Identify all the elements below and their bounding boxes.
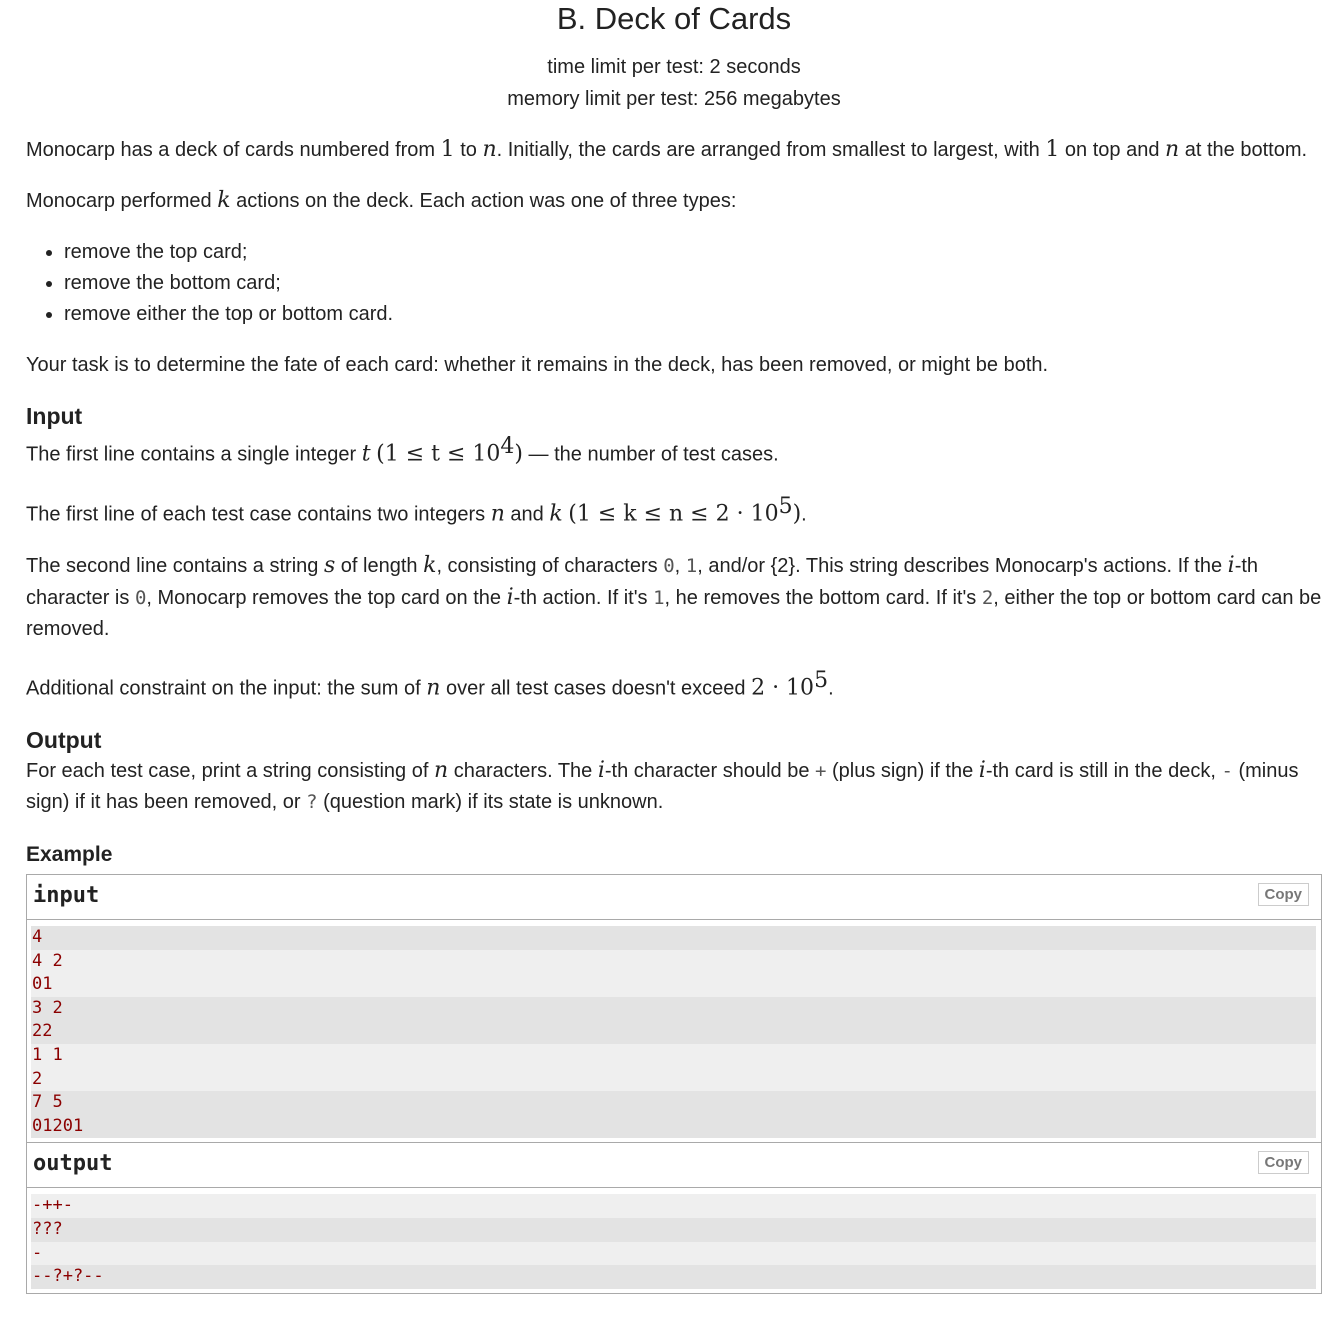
input-paragraph-1: The first line contains a single integer t $(1 \le t \le 10^4)$ — the number of test cases.	[26, 434, 779, 467]
input-label: input	[33, 882, 100, 908]
output-line: -++-	[31, 1194, 1316, 1218]
input-line: 22	[31, 1020, 1316, 1044]
input-block	[27, 920, 1321, 1142]
list-item: • remove the bottom card;	[64, 268, 1322, 299]
output-line: -	[31, 1242, 1316, 1266]
input-line: 3 2	[31, 997, 1316, 1021]
statement-paragraph-1: Monocarp has a deck of cards numbered from 1 to n. Initially, the cards are arranged from smallest to largest, with 1 on top and n at the bottom.	[26, 137, 1308, 162]
list-item: • remove the top card;	[64, 237, 1322, 268]
output-heading: Output	[26, 726, 102, 753]
input-line: 01201	[31, 1115, 1316, 1139]
example-heading: Example	[26, 842, 113, 866]
output-label: output	[33, 1151, 113, 1177]
output-header	[27, 1142, 1321, 1188]
input-line: 1 1	[31, 1044, 1316, 1068]
input-heading: Input	[26, 403, 83, 429]
output-paragraph-1: For each test case, print a string consisting of n characters. The i-th character should be + (plus sign) if the i-th card is still in the deck, - (minus sign) if it has been removed, or ? (question mark) if its state is unknown.	[26, 757, 1299, 813]
input-line: 2	[31, 1068, 1316, 1092]
action-types-list	[26, 237, 1322, 330]
input-line: 01	[31, 973, 1316, 997]
input-line: 4 2	[31, 950, 1316, 974]
statement-paragraph-3: Your task is to determine the fate of each card: whether it remains in the deck, has been removed, or might be both.	[26, 354, 1049, 376]
input-header	[27, 875, 1321, 920]
input-paragraph-3: The second line contains a string s of length k, consisting of characters 0, 1, and/or {2}. This string describes Monocarp's actions. If the i-th character is 0, Monocarp removes the top card on the i-th action. If it's 1, he removes the bottom card. If it's 2, either the top or bottom card can be removed.	[26, 553, 1322, 641]
problem-title: B. Deck of Cards	[556, 1, 792, 36]
input-paragraph-4: Additional constraint on the input: the sum of n over all test cases doesn't exceed $2 \cdot 10^5$.	[26, 668, 834, 701]
output-line: ???	[31, 1218, 1316, 1242]
time-limit: time limit per test: 2 seconds	[547, 56, 801, 78]
copy-output-button[interactable]: Copy	[1258, 1151, 1310, 1174]
memory-limit: memory limit per test: 256 megabytes	[507, 88, 841, 110]
list-item: • remove either the top or bottom card.	[64, 299, 1322, 330]
copy-input-button[interactable]: Copy	[1258, 883, 1310, 906]
input-paragraph-2: The first line of each test case contains two integers n and k $(1 \le k \le n \le 2 \cdot 10^5)$.	[26, 493, 807, 527]
output-line: --?+?--	[31, 1265, 1316, 1289]
input-line: 4	[31, 926, 1316, 950]
input-line: 7 5	[31, 1091, 1316, 1115]
output-block	[27, 1188, 1321, 1292]
sample-tests	[26, 874, 1322, 1294]
statement-paragraph-2: Monocarp performed k actions on the deck. Each action was one of three types:	[26, 188, 737, 213]
problem-statement	[26, 0, 1322, 1294]
